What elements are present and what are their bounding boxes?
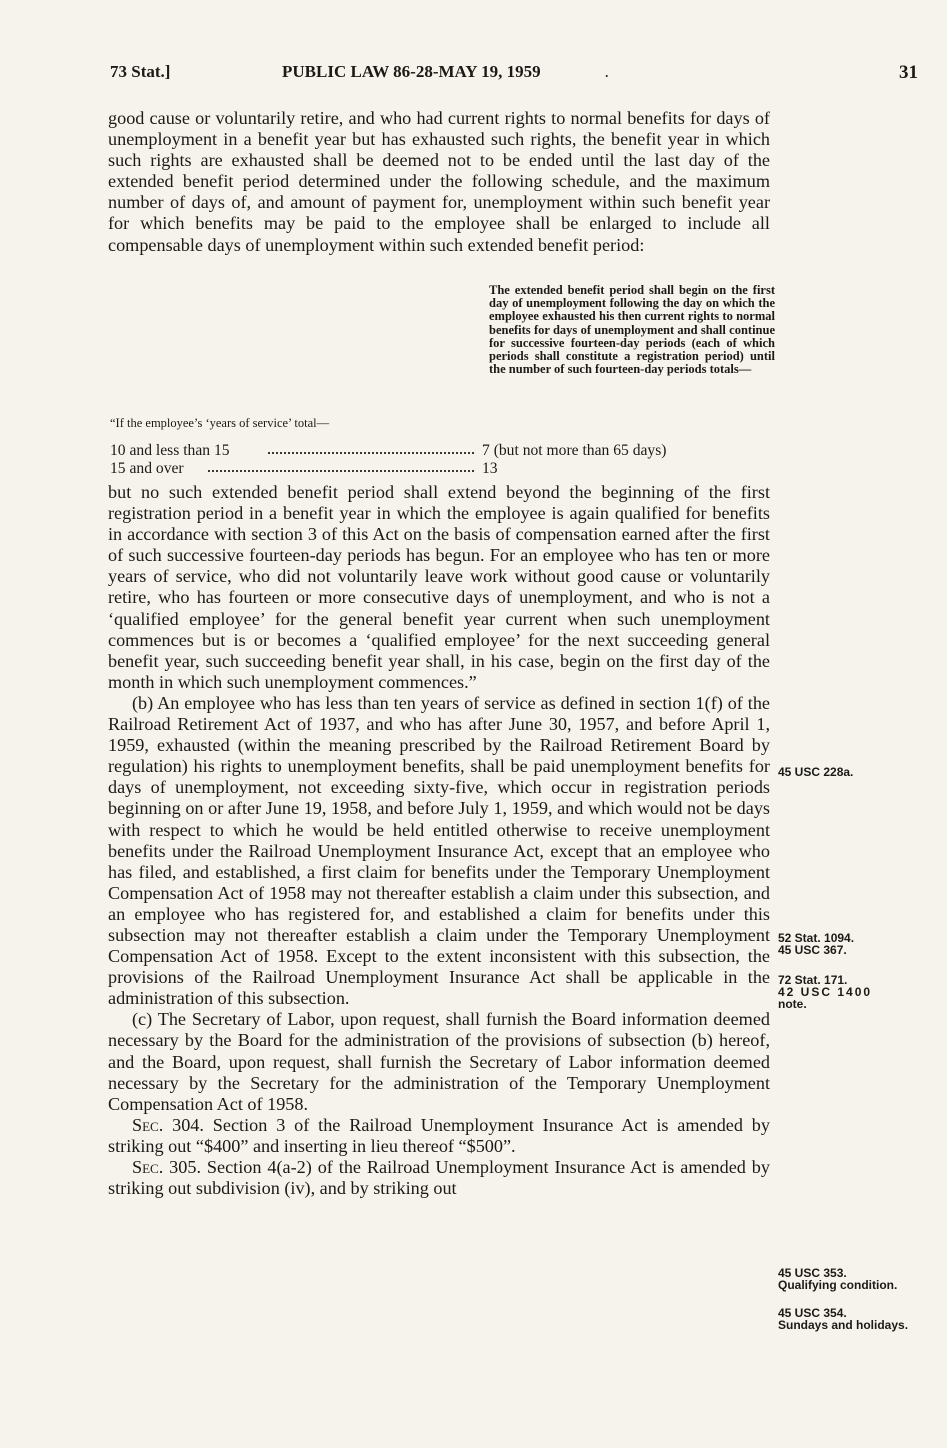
header-dot: . xyxy=(604,62,609,81)
schedule-row-label: 10 and less than 15 xyxy=(110,442,230,459)
page-number: 31 xyxy=(899,62,918,83)
margin-note-citation: 52 Stat. 1094. xyxy=(778,931,855,945)
margin-note-3 xyxy=(778,974,928,1010)
schedule-row-value: 7 (but not more than 65 days) xyxy=(482,442,667,459)
margin-note-4 xyxy=(778,1267,928,1291)
margin-note-1 xyxy=(778,766,928,778)
schedule-row xyxy=(108,462,773,482)
margin-note-2 xyxy=(778,932,928,956)
section-304 xyxy=(108,1115,770,1157)
extended-benefit-schedule xyxy=(108,283,775,504)
margin-note-citation: 45 USC 354. xyxy=(778,1306,847,1320)
running-title: PUBLIC LAW 86-28-MAY 19, 1959 . xyxy=(282,62,609,81)
paragraph-1: good cause or voluntarily retire, and who had current rights to normal benefits for days of unemployment in a benefit year but has exhausted such rights, the benefit year in which such rights are exhausted shall be deemed not to be ended until the last day of the extended benefit period determined under the following schedule, and the maximum number of days of, and amount of payment for, unemployment within such benefit year for which benefits may be paid to the employee shall be enlarged to include all compensable days of unemployment within such extended benefit period: xyxy=(108,108,770,255)
volume-reference: 73 Stat.] xyxy=(110,62,171,81)
leader-dots xyxy=(208,470,474,472)
margin-note-citation: 45 USC 353. xyxy=(778,1266,847,1280)
main-text-block xyxy=(108,482,770,1199)
section-305-text: Section 4(a-2) of the Railroad Unemployment Insurance Act is amended by striking out subdivision (iv), and by striking out xyxy=(108,1157,770,1199)
subsection-b: (b) An employee who has less than ten years of service as defined in section 1(f) of the Railroad Retirement Act of 1937, and who has after June 30, 1957, and before April 1, 1959, exhausted (within the meaning prescribed by the Railroad Retirement Board by regulation) his rights to unemployment benefits, shall be paid unemployment benefits for days of unemployment, not exceeding sixty-five, which occur in registration periods beginning on or after June 19, 1958, and before July 1, 1959, and which would not be days with respect to which he would be held entitled otherwise to receive unemployment benefits under the Railroad Unemployment Insurance Act, except that an employee who has filed, and established, a first claim for benefits under the Temporary Unemployment Compensation Act of 1958 may not thereafter establish a claim under this subsection, and an employee who has registered for, and established a claim for benefits under this subsection may not thereafter establish a claim under the Temporary Unemployment Compensation Act of 1958. Except to the extent inconsistent with this subsection, the provisions of the Railroad Unemployment Insurance Act shall be applicable in the administration of this subsection. xyxy=(108,692,770,1009)
section-305 xyxy=(108,1157,770,1199)
schedule-row-label: 15 and over xyxy=(110,460,184,477)
leader-dots xyxy=(268,452,474,454)
section-304-text: Section 3 of the Railroad Unemployment Insurance Act is amended by striking out “$400” and inserting in lieu thereof “$500”. xyxy=(108,1114,770,1156)
section-305-label: Sec. 305. xyxy=(132,1157,202,1177)
paragraph-continued xyxy=(108,108,770,256)
margin-note-citation: 42 USC 1400 xyxy=(778,985,873,999)
schedule-right-header: The extended benefit period shall begin on the first day of unemployment following the day on which the employee exhausted his then current rights to normal benefits for days of unemployment and shall continue for successive fourteen-day periods (each of which periods shall constitute a registration period) until the number of such fourteen-day periods totals— xyxy=(489,283,775,377)
subsection-c: (c) The Secretary of Labor, upon request, shall furnish the Board information deemed necessary by the Board for the administration of the provisions of subsection (b) hereof, and the Board, upon request, shall furnish the Secretary of Labor information deemed necessary by the Secretary for the administration of the Temporary Unemployment Compensation Act of 1958. xyxy=(108,1009,770,1114)
margin-note-topic: Sundays and holidays. xyxy=(778,1318,909,1332)
margin-note-citation: 72 Stat. 171. xyxy=(778,973,848,987)
section-304-label: Sec. 304. xyxy=(132,1114,204,1135)
schedule-row-value: 13 xyxy=(482,460,498,477)
schedule-left-header: “If the employee’s ‘years of service’ total— xyxy=(110,416,330,430)
paragraph-2: but no such extended benefit period shall extend beyond the beginning of the first registration period in a benefit year in which the employee is again qualified for benefits in accordance with section 3 of this Act on the basis of compensation earned after the first of such successive fourteen-day periods has begun. For an employee who has ten or more years of service, who did not voluntarily leave work without good cause or voluntarily retire, who has fourteen or more consecutive days of unemployment, and who is not a ‘qualified employee’ for the general benefit year current when such unemployment commences but is or becomes a ‘qualified employee’ for the next succeeding general benefit year, such succeeding benefit year shall, in his case, begin on the first day of the month in which such unemployment commences.” xyxy=(108,482,770,692)
margin-note-topic: Qualifying condition. xyxy=(778,1278,898,1292)
margin-note-citation: 45 USC 367. xyxy=(778,943,847,957)
margin-note-5 xyxy=(778,1307,928,1331)
page-header xyxy=(110,62,918,88)
schedule-row xyxy=(108,444,773,464)
margin-note-citation: note. xyxy=(778,997,807,1011)
margin-note-citation: 45 USC 228a. xyxy=(778,765,854,779)
